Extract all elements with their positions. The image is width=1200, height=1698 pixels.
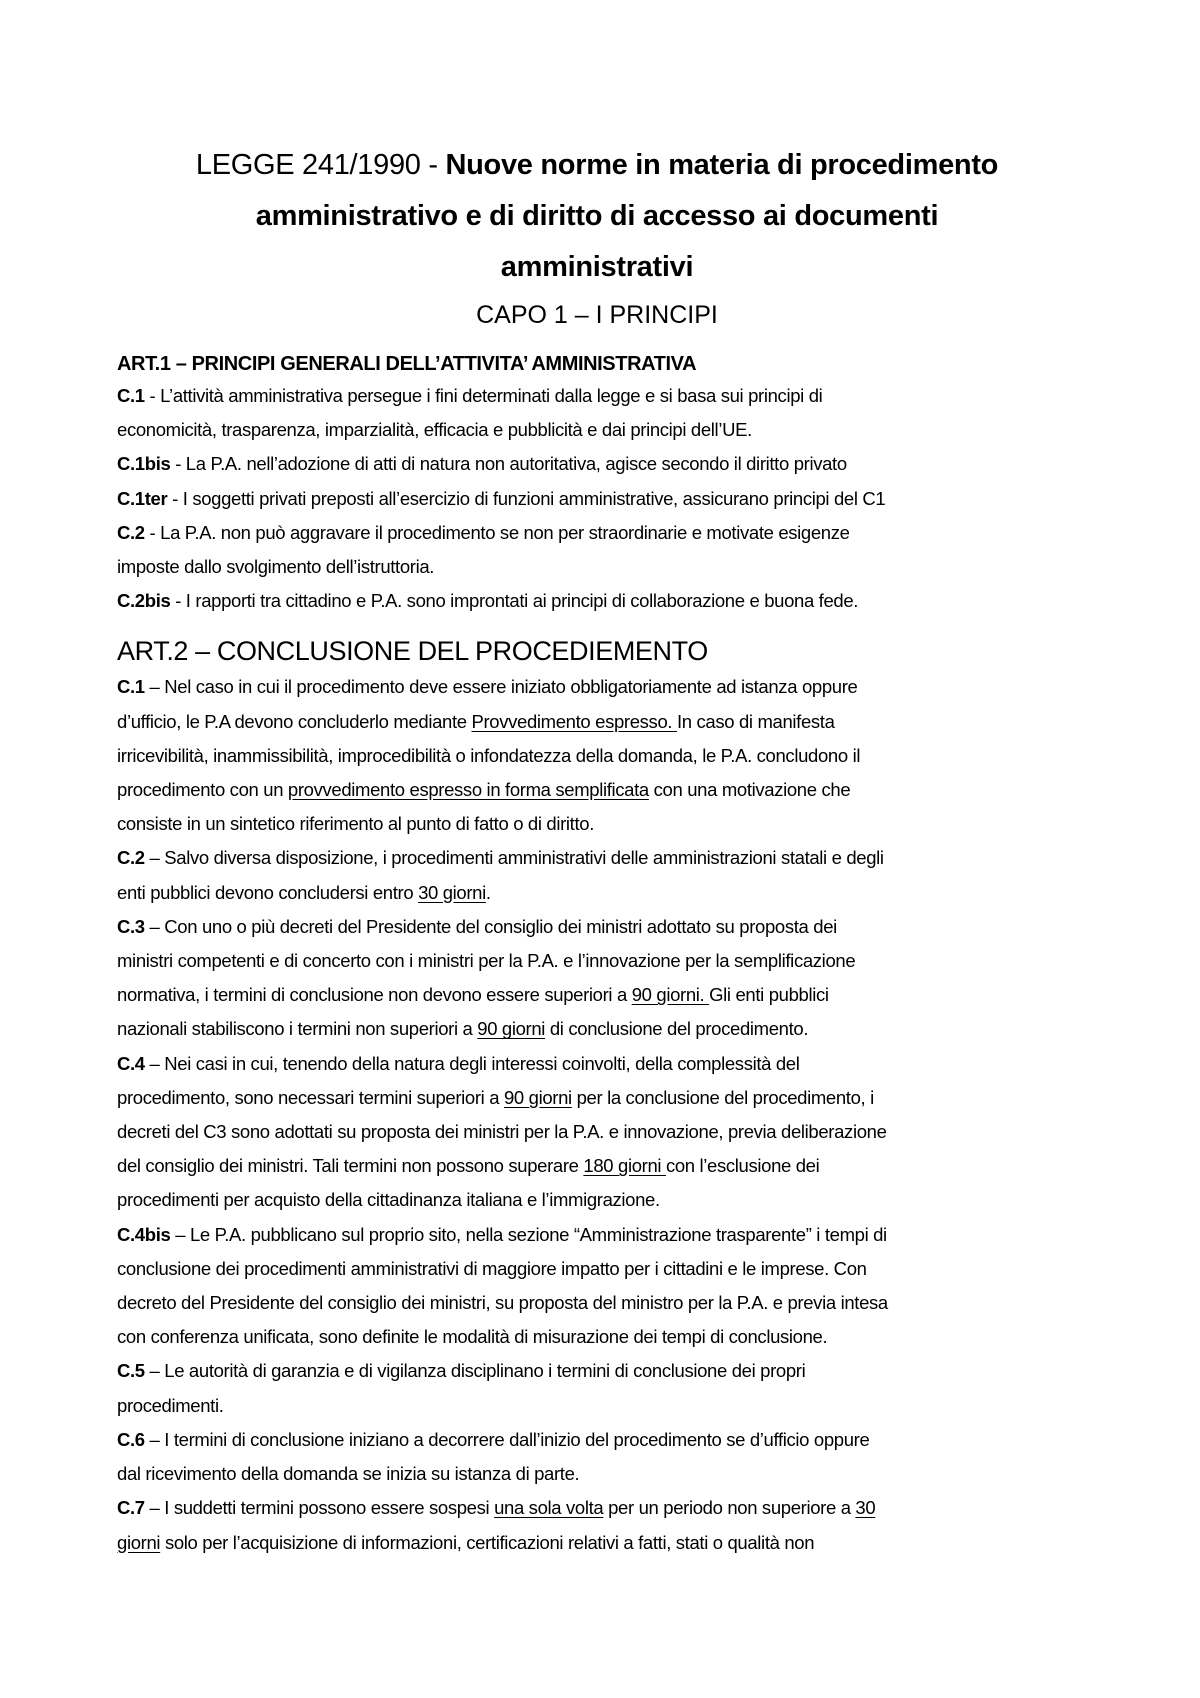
clause-code: C.4bis (117, 1223, 171, 1245)
art2-c4 (117, 1047, 1077, 1218)
clause-text: – Con uno o più decreti del Presidente del consiglio dei ministri adottato su proposta dei (144, 915, 837, 937)
clause-text: per la conclusione del procedimento, i (571, 1086, 874, 1108)
underlined-term: 90 giorni (503, 1086, 572, 1108)
clause-text: con l’esclusione dei (665, 1155, 820, 1177)
underlined-term: una sola volta (494, 1497, 604, 1519)
clause-text: economicità, trasparenza, imparzialità, efficacia e pubblicità e dai principi dell’UE. (117, 419, 752, 441)
art1-c1bis (117, 447, 1077, 481)
art2-c4bis (117, 1218, 1077, 1355)
clause-text: d’ufficio, le P.A devono concluderlo mediante (117, 710, 472, 732)
clause-text: . (485, 881, 491, 903)
clause-text: conclusione dei procedimenti amministrativi di maggiore impatto per i cittadini e le imprese. Con (117, 1257, 867, 1279)
clause-text: - L’attività amministrativa persegue i fini determinati dalla legge e si basa sui principi di (144, 385, 823, 406)
clause-text: decreti del C3 sono adottati su proposta dei ministri per la P.A. e innovazione, previa deliberazione (117, 1121, 887, 1143)
clause-text: – Salvo diversa disposizione, i procedimenti amministrativi delle amministrazioni statali e degli (144, 847, 884, 869)
clause-code: C.3 (117, 915, 145, 937)
art2-c1 (117, 670, 1077, 841)
clause-text: In caso di manifesta (676, 710, 835, 732)
art1-c1 (117, 379, 1077, 447)
clause-text: - La P.A. nell’adozione di atti di natura non autoritativa, agisce secondo il diritto privato (170, 453, 847, 475)
clause-text: - I soggetti privati preposti all’esercizio di funzioni amministrative, assicurano principi del C1 (167, 487, 886, 509)
underlined-term: 90 giorni. (631, 984, 710, 1006)
art1-c2 (117, 516, 1077, 584)
law-name-line-1: Nuove norme in materia di procedimento (445, 149, 999, 181)
clause-text: del consiglio dei ministri. Tali termini non possono superare (117, 1155, 584, 1177)
clause-text: – Nel caso in cui il procedimento deve essere iniziato obbligatoriamente ad istanza oppure (144, 676, 858, 698)
clause-text: nazionali stabiliscono i termini non superiori a (117, 1018, 478, 1040)
clause-text: solo per l’acquisizione di informazioni, certificazioni relativi a fatti, stati o qualità non (160, 1531, 815, 1553)
clause-text: procedimento, sono necessari termini superiori a (117, 1086, 504, 1108)
clause-text: – I termini di conclusione iniziano a decorrere dall’inizio del procedimento se d’ufficio oppure (144, 1428, 870, 1450)
clause-text: enti pubblici devono concludersi entro (117, 881, 419, 903)
clause-code: C.1 (117, 385, 145, 406)
clause-text: procedimento con un (117, 779, 288, 801)
document-title (117, 140, 1077, 293)
clause-text: procedimenti per acquisto della cittadinanza italiana e l’immigrazione. (117, 1189, 660, 1211)
clause-text: normativa, i termini di conclusione non devono essere superiori a (117, 984, 632, 1006)
underlined-term: 30 giorni (418, 881, 486, 903)
clause-text: – Le P.A. pubblicano sul proprio sito, nella sezione “Amministrazione trasparente” i tempi di (170, 1223, 887, 1245)
clause-text: per un periodo non superiore a (603, 1497, 856, 1519)
clause-text: ministri competenti e di concerto con i ministri per la P.A. e l’innovazione per la semplificazione (117, 950, 856, 972)
clause-code: C.2 (117, 847, 145, 869)
art2-heading: ART.2 – CONCLUSIONE DEL PROCEDIEMENTO (117, 636, 708, 667)
underlined-term: 90 giorni (477, 1018, 546, 1040)
clause-code: C.6 (117, 1428, 145, 1450)
clause-code: C.5 (117, 1360, 145, 1382)
underlined-term: giorni (117, 1531, 161, 1553)
clause-text: - La P.A. non può aggravare il procedimento se non per straordinarie e motivate esigenze (144, 521, 850, 543)
clause-text: con una motivazione che (648, 779, 851, 801)
clause-code: C.2 (117, 521, 145, 543)
clause-code: C.1ter (117, 487, 168, 509)
clause-text: procedimenti. (117, 1394, 224, 1416)
clause-code: C.2bis (117, 590, 171, 612)
clause-code: C.1bis (117, 453, 171, 475)
art1-heading: ART.1 – PRINCIPI GENERALI DELL’ATTIVITA’ AMMINISTRATIVA (117, 353, 697, 375)
art2-c7 (117, 1491, 1077, 1559)
art1-c2bis (117, 584, 1077, 618)
art2-c3 (117, 910, 1077, 1047)
chapter-heading: CAPO 1 – I PRINCIPI (476, 301, 718, 329)
underlined-term: Provvedimento espresso. (471, 710, 677, 732)
clause-text: con conferenza unificata, sono definite le modalità di misurazione dei tempi di conclusione. (117, 1326, 828, 1348)
clause-text: – Le autorità di garanzia e di vigilanza disciplinano i termini di conclusione dei propri (144, 1360, 806, 1382)
art2-c2 (117, 841, 1077, 909)
clause-code: C.4 (117, 1052, 145, 1074)
law-id: LEGGE 241/1990 - (195, 149, 446, 181)
clause-text: Gli enti pubblici (709, 984, 829, 1006)
art1-c1ter (117, 482, 1077, 516)
underlined-term: provvedimento espresso in forma semplificata (287, 779, 649, 801)
law-name-line-3: amministrativi (500, 251, 694, 283)
art2-c5 (117, 1354, 1077, 1422)
clause-text: - I rapporti tra cittadino e P.A. sono improntati ai principi di collaborazione e buona fede. (170, 590, 859, 612)
law-name-line-2: amministrativo e di diritto di accesso ai documenti (255, 200, 939, 232)
underlined-term: 180 giorni (583, 1155, 666, 1177)
clause-code: C.1 (117, 676, 145, 698)
underlined-term: 30 (855, 1497, 876, 1519)
clause-text: di conclusione del procedimento. (545, 1018, 809, 1040)
clause-text: irricevibilità, inammissibilità, improcedibilità o infondatezza della domanda, le P.A. concludono il (117, 744, 861, 766)
clause-text: dal ricevimento della domanda se inizia su istanza di parte. (117, 1463, 580, 1485)
clause-code: C.7 (117, 1497, 145, 1519)
art2-c6 (117, 1423, 1077, 1491)
clause-text: consiste in un sintetico riferimento al punto di fatto o di diritto. (117, 813, 594, 835)
clause-text: – I suddetti termini possono essere sospesi (144, 1497, 495, 1519)
clause-text: decreto del Presidente del consiglio dei ministri, su proposta del ministro per la P.A. e previa intesa (117, 1292, 888, 1314)
document-page (117, 140, 1077, 1560)
clause-text: – Nei casi in cui, tenendo della natura degli interessi coinvolti, della complessità del (144, 1052, 800, 1074)
title-line-1 (117, 140, 1077, 191)
clause-text: imposte dallo svolgimento dell’istruttoria. (117, 556, 435, 578)
